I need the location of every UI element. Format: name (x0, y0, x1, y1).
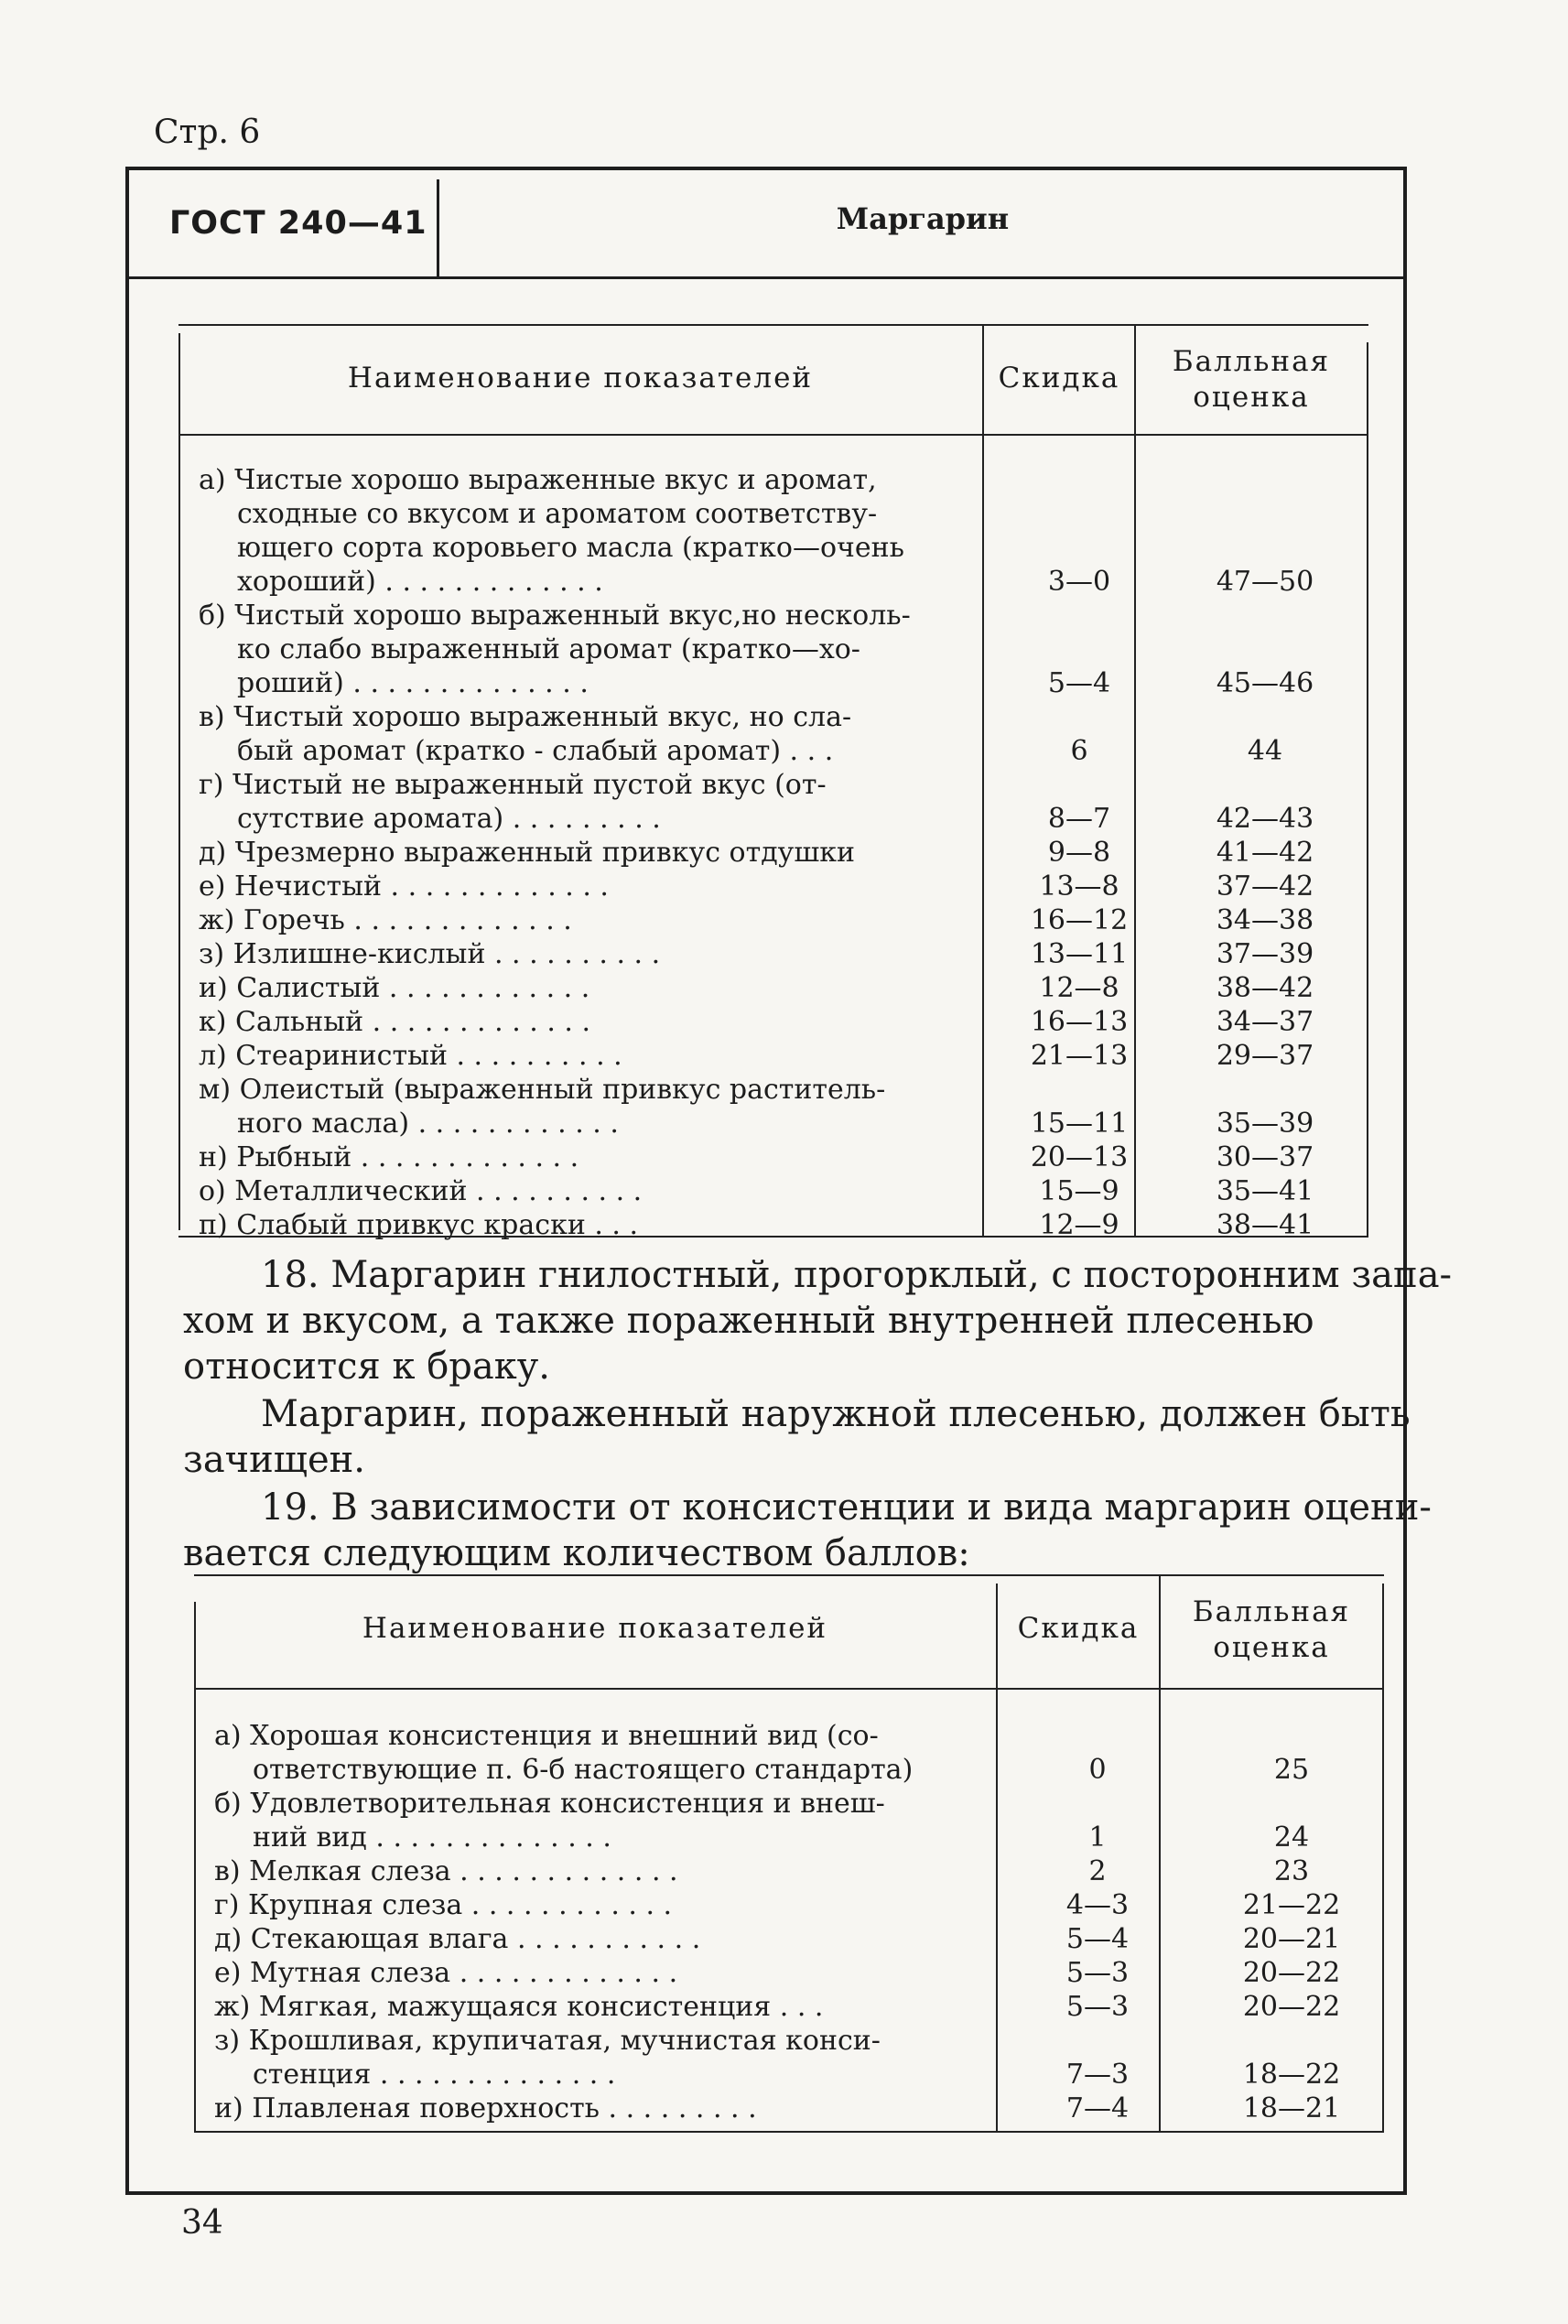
col-header-score: Балльная оценка (1192, 1595, 1351, 1664)
header-rule (129, 276, 1403, 279)
row-score: 18—22 (1242, 2059, 1341, 2091)
row-label-line: е) Мутная слеза . . . . . . . . . . . . . (214, 1957, 678, 1989)
row-label-line: з) Крошливая, крупичатая, мучнистая конси- (214, 2025, 881, 2057)
row-score: 34—38 (1216, 904, 1314, 936)
row-label (199, 903, 995, 937)
row-discount: 12—9 (1039, 1209, 1119, 1241)
row-label (199, 1174, 995, 1208)
row-discount: 2 (1088, 1855, 1107, 1887)
row-score: 38—41 (1216, 1209, 1314, 1241)
row-label-line: н) Рыбный . . . . . . . . . . . . . (199, 1141, 579, 1173)
row-label (214, 2024, 1011, 2092)
row-label-line: л) Стеаринистый . . . . . . . . . . (199, 1040, 622, 1072)
row-score: 29—37 (1216, 1040, 1314, 1072)
row-label-line: д) Стекающая влага . . . . . . . . . . . (214, 1923, 701, 1955)
row-label (214, 1990, 1011, 2024)
col-header-name: Наименование показателей (362, 1612, 828, 1645)
paragraph-p18b (183, 1391, 1411, 1483)
row-label (199, 1073, 995, 1140)
row-score: 47—50 (1216, 566, 1314, 598)
row-label-line: г) Крупная слеза . . . . . . . . . . . . (214, 1889, 673, 1921)
row-discount: 8—7 (1047, 803, 1111, 835)
row-label (214, 1956, 1011, 1990)
row-score: 23 (1273, 1855, 1310, 1887)
row-label-line: з) Излишне-кислый . . . . . . . . . . (199, 938, 661, 970)
paragraph-line: 19. В зависимости от консистенции и вида маргарин оцени- (261, 1486, 1432, 1529)
row-label-line: в) Мелкая слеза . . . . . . . . . . . . . (214, 1855, 678, 1887)
row-score: 37—42 (1216, 870, 1314, 903)
row-label-line: е) Нечистый . . . . . . . . . . . . . (199, 870, 609, 903)
row-discount: 5—3 (1065, 1957, 1130, 1989)
row-score: 20—22 (1242, 1957, 1341, 1989)
row-score: 18—21 (1242, 2092, 1341, 2124)
row-label-line: ний вид . . . . . . . . . . . . . . (253, 1821, 611, 1854)
row-label (199, 971, 995, 1005)
row-discount: 13—11 (1030, 938, 1129, 970)
standard-number: ГОСТ 240—41 (169, 205, 427, 242)
row-discount: 13—8 (1039, 870, 1119, 903)
row-discount: 4—3 (1065, 1889, 1130, 1921)
table-consistency (194, 1574, 1384, 2133)
row-label-line: о) Металлический . . . . . . . . . . (199, 1175, 643, 1207)
row-discount: 20—13 (1030, 1141, 1129, 1173)
row-score: 30—37 (1216, 1141, 1314, 1173)
row-score: 41—42 (1216, 837, 1314, 869)
row-label (214, 1888, 1011, 1922)
row-label (199, 937, 995, 971)
row-score: 24 (1273, 1821, 1310, 1854)
row-score: 21—22 (1242, 1889, 1341, 1921)
paragraph-line: относится к браку. (183, 1346, 550, 1388)
row-label-line: ж) Мягкая, мажущаяся консистенция . . . (214, 1991, 824, 2023)
paragraph-line: 18. Маргарин гнилостный, прогорклый, с посторонним запа- (261, 1254, 1453, 1296)
row-label-line: стенция . . . . . . . . . . . . . . (253, 2059, 616, 2091)
row-label (199, 1005, 995, 1039)
paragraph-line: Маргарин, пораженный наружной плесенью, должен быть (261, 1393, 1411, 1435)
row-label (199, 870, 995, 903)
row-score: 35—39 (1216, 1108, 1314, 1140)
row-label (199, 768, 995, 836)
row-label-line: п) Слабый привкус краски . . . (199, 1209, 639, 1241)
row-label (199, 1039, 995, 1073)
row-label-line: д) Чрезмерно выраженный привкус отдушки (199, 837, 855, 869)
row-score: 44 (1247, 735, 1283, 767)
row-label-line: ного масла) . . . . . . . . . . . . (237, 1108, 619, 1140)
row-label-line: сутствие аромата) . . . . . . . . . (237, 803, 661, 835)
row-discount: 3—0 (1047, 566, 1111, 598)
row-label (214, 1787, 1011, 1854)
row-score: 20—22 (1242, 1991, 1341, 2023)
document-title: Маргарин (836, 201, 1010, 236)
row-score: 35—41 (1216, 1175, 1314, 1207)
row-label-line: хороший) . . . . . . . . . . . . . (237, 566, 603, 598)
row-label (199, 1140, 995, 1174)
row-label-line: б) Удовлетворительная консистенция и внеш- (214, 1788, 885, 1820)
col-header-discount: Скидка (998, 362, 1120, 395)
row-discount: 16—12 (1030, 904, 1129, 936)
paragraph-line: вается следующим количеством баллов: (183, 1532, 970, 1574)
row-discount: 5—4 (1065, 1923, 1130, 1955)
row-label (199, 700, 995, 768)
row-label (214, 1854, 1011, 1888)
row-label-line: и) Салистый . . . . . . . . . . . . (199, 972, 590, 1004)
row-discount: 6 (1070, 735, 1088, 767)
page-number: 34 (181, 2204, 223, 2242)
row-score: 34—37 (1216, 1006, 1314, 1038)
row-label (199, 599, 995, 700)
row-label-line: и) Плавленая поверхность . . . . . . . . . (214, 2092, 757, 2124)
row-label (199, 463, 995, 599)
row-label-line: ющего сорта коровьего масла (кратко—очень (237, 532, 904, 564)
row-score: 38—42 (1216, 972, 1314, 1004)
row-label-line: а) Чистые хорошо выраженные вкус и аромат, (199, 464, 877, 496)
row-discount: 5—3 (1065, 1991, 1130, 2023)
row-label-line: к) Сальный . . . . . . . . . . . . . (199, 1006, 591, 1038)
row-discount: 1 (1088, 1821, 1107, 1854)
row-label (199, 836, 995, 870)
row-label-line: м) Олеистый (выраженный привкус раститель- (199, 1074, 886, 1106)
row-label (199, 1208, 995, 1242)
row-label-line: а) Хорошая консистенция и внешний вид (со- (214, 1720, 879, 1752)
row-discount: 0 (1088, 1754, 1107, 1786)
row-score: 42—43 (1216, 803, 1314, 835)
col-header-discount: Скидка (1017, 1612, 1140, 1645)
row-score: 45—46 (1216, 667, 1314, 699)
paragraph-p19 (183, 1485, 1432, 1576)
row-label (214, 2092, 1011, 2125)
row-label-line: бый аромат (кратко - слабый аромат) . . . (237, 735, 834, 767)
row-score: 20—21 (1242, 1923, 1341, 1955)
row-label-line: в) Чистый хорошо выраженный вкус, но сла- (199, 701, 852, 733)
row-label-line: г) Чистый не выраженный пустой вкус (от- (199, 769, 827, 801)
row-label-line: роший) . . . . . . . . . . . . . . (237, 667, 589, 699)
paragraph-line: зачищен. (183, 1439, 366, 1481)
row-label (214, 1922, 1011, 1956)
row-score: 25 (1273, 1754, 1310, 1786)
row-label-line: б) Чистый хорошо выраженный вкус,но несколь- (199, 600, 911, 632)
paragraph-p18 (183, 1252, 1452, 1389)
row-score: 37—39 (1216, 938, 1314, 970)
row-discount: 15—11 (1030, 1108, 1129, 1140)
row-label-line: ответствующие п. 6-б настоящего стандарта) (253, 1754, 914, 1786)
row-discount: 9—8 (1047, 837, 1111, 869)
col-header-score: Балльная оценка (1172, 345, 1331, 414)
col-header-name: Наименование показателей (347, 362, 814, 395)
row-discount: 16—13 (1030, 1006, 1129, 1038)
paragraph-line: хом и вкусом, а также пораженный внутренней плесенью (183, 1300, 1314, 1342)
row-discount: 15—9 (1039, 1175, 1119, 1207)
table-taste-aroma (178, 324, 1368, 1241)
row-discount: 5—4 (1047, 667, 1111, 699)
row-label (214, 1719, 1011, 1787)
row-label-line: ко слабо выраженный аромат (кратко—хо- (237, 633, 860, 665)
row-discount: 21—13 (1030, 1040, 1129, 1072)
row-label-line: ж) Горечь . . . . . . . . . . . . . (199, 904, 572, 936)
page-top-label: Стр. 6 (154, 113, 261, 151)
row-discount: 7—3 (1065, 2059, 1130, 2091)
row-discount: 12—8 (1039, 972, 1119, 1004)
row-discount: 7—4 (1065, 2092, 1130, 2124)
row-label-line: сходные со вкусом и ароматом соответству- (237, 498, 878, 530)
